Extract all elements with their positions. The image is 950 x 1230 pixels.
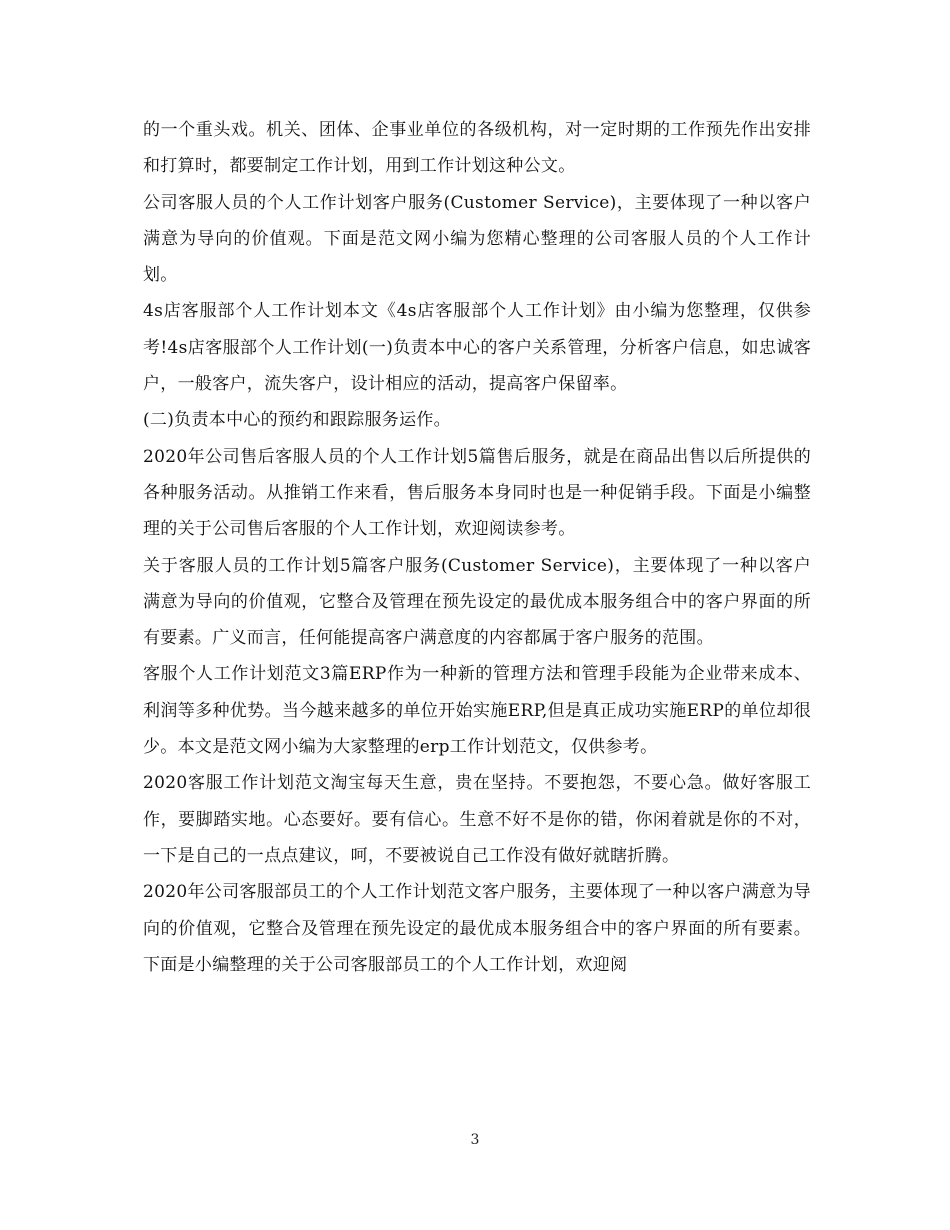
page-number: 3 — [470, 1132, 480, 1148]
paragraph-2: 公司客服人员的个人工作计划客户服务(Customer Service)，主要体现了一种以客户满意为导向的价值观。下面是范文网小编为您精心整理的公司客服人员的个人工作计划。 — [143, 192, 811, 286]
paragraph-9: 2020年公司客服部员工的个人工作计划范文客户服务，主要体现了一种以客户满意为导向的价值观，它整合及管理在预先设定的最优成本服务组合中的客户界面的所有要素。下面是小编整理的关于公司客服部员工的个人工作计划，欢迎阅 — [143, 882, 811, 975]
paragraph-1: 的一个重头戏。机关、团体、企事业单位的各级机构，对一定时期的工作预先作出安排和打算时，都要制定工作计划，用到工作计划这种公文。 — [143, 120, 811, 177]
document-body — [143, 112, 811, 983]
paragraph-3: 4s店客服部个人工作计划本文《4s店客服部个人工作计划》由小编为您整理，仅供参考!4s店客服部个人工作计划(一)负责本中心的客户关系管理，分析客户信息，如忠诚客户，一般客户，流失客户，设计相应的活动，提高客户保留率。 — [143, 301, 811, 395]
paragraph-7: 客服个人工作计划范文3篇ERP作为一种新的管理方法和管理手段能为企业带来成本、利润等多种优势。当今越来越多的单位开始实施ERP,但是真正成功实施ERP的单位却很少。本文是范文网小编为大家整理的erp工作计划范文，仅供参考。 — [143, 664, 811, 758]
paragraph-8: 2020客服工作计划范文淘宝每天生意，贵在坚持。不要抱怨，不要心急。做好客服工作，要脚踏实地。心态要好。要有信心。生意不好不是你的错，你闲着就是你的不对，一下是自己的一点点建议，呵，不要被说自己工作没有做好就瞎折腾。 — [143, 773, 811, 866]
paragraph-6: 关于客服人员的工作计划5篇客户服务(Customer Service)，主要体现了一种以客户满意为导向的价值观，它整合及管理在预先设定的最优成本服务组合中的客户界面的所有要素。广义而言，任何能提高客户满意度的内容都属于客户服务的范围。 — [143, 555, 811, 649]
paragraph-5: 2020年公司售后客服人员的个人工作计划5篇售后服务，就是在商品出售以后所提供的各种服务活动。从推销工作来看，售后服务本身同时也是一种促销手段。下面是小编整理的关于公司售后客服的个人工作计划，欢迎阅读参考。 — [143, 446, 811, 540]
paragraph-4: (二)负责本中心的预约和跟踪服务运作。 — [143, 410, 451, 431]
